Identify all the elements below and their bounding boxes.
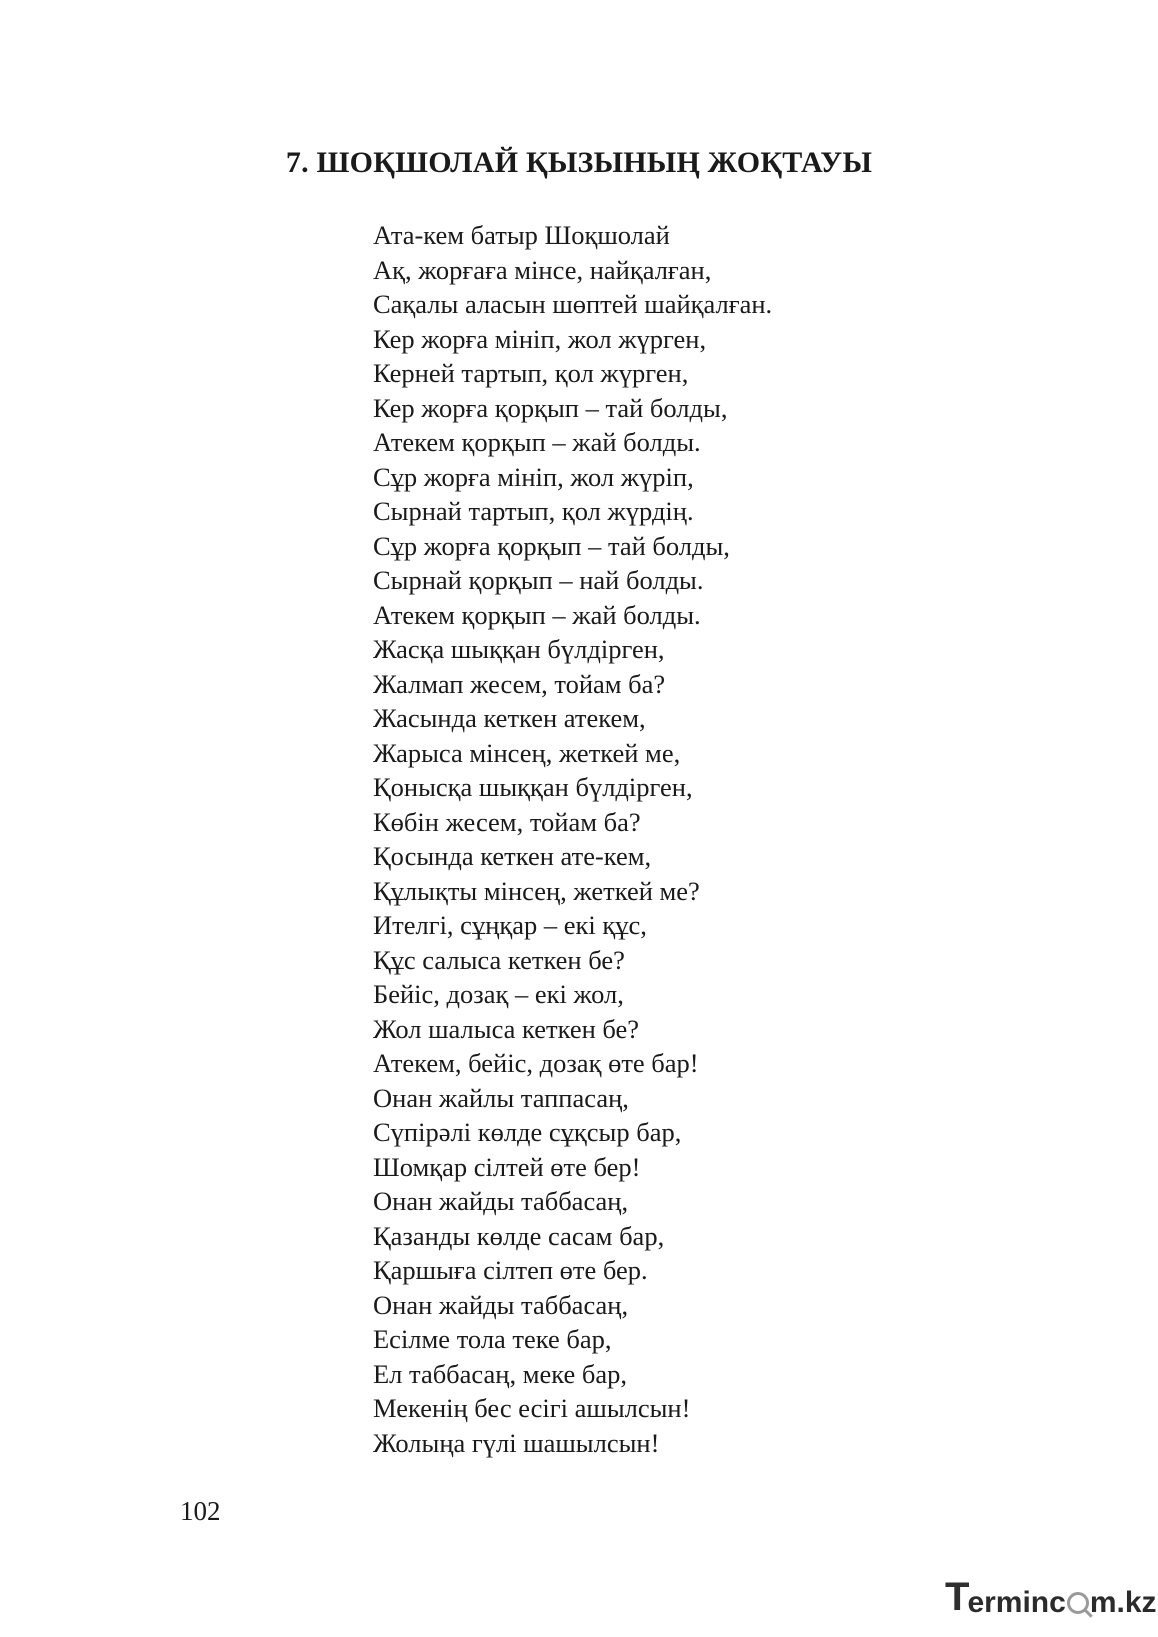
poem-line: Жасқа шыққан бүлдірген, — [373, 634, 665, 664]
magnifier-icon — [1067, 1592, 1089, 1614]
poem-line: Ел таббасаң, меке бар, — [373, 1358, 627, 1389]
poem-line: Құлықты мінсең, жеткей ме? — [373, 875, 700, 906]
poem-line: Қонысқа шыққан бүлдірген, — [373, 772, 693, 802]
poem-line: Қазанды көлде сасам бар, — [373, 1220, 665, 1251]
page-number: 102 — [180, 1496, 221, 1526]
poem-line: Ақ, жорғаға мінсе, найқалған, — [373, 254, 712, 285]
poem-line: Атекем, бейіс, дозақ өте бар! — [373, 1048, 699, 1078]
poem-line: Жалмап жесем, тойам ба? — [373, 668, 666, 699]
poem-line: Сұр жорға қорқып – тай болды, — [373, 530, 730, 561]
poem-line: Атекем қорқып – жай болды. — [373, 599, 701, 630]
poem-line: Сырнай қорқып – най болды. — [373, 565, 704, 595]
poem-line: Сақалы аласын шөптей шайқалған. — [373, 289, 773, 319]
poem-line: Керней тартып, қол жүрген, — [373, 358, 689, 388]
poem-line: Жасында кеткен атекем, — [373, 703, 646, 733]
poem-line: Жол шалыса кеткен бе? — [373, 1013, 640, 1044]
poem-line: Сүпірәлі көлде сұқсыр бар, — [373, 1117, 682, 1147]
watermark-t: T — [945, 1575, 970, 1619]
poem-line: Жарыса мінсең, жеткей ме, — [373, 737, 681, 768]
poem-line: Есілме тола теке бар, — [373, 1324, 612, 1354]
poem-line: Бейіс, дозақ – екі жол, — [373, 979, 624, 1009]
poem-line: Атекем қорқып – жай болды. — [373, 427, 701, 457]
poem-line: Құс салыса кеткен бе? — [373, 944, 625, 975]
poem-line: Онан жайды таббасаң, — [373, 1289, 629, 1320]
watermark-text-start: erminc — [967, 1586, 1066, 1619]
poem-line: Сырнай тартып, қол жүрдің. — [373, 496, 694, 526]
poem-line: Қаршыға сілтеп өте бер. — [373, 1255, 648, 1285]
poem-line: Көбін жесем, тойам ба? — [373, 806, 641, 837]
poem-text — [373, 218, 772, 1460]
poem-line: Ата-кем батыр Шоқшолай — [373, 220, 670, 250]
poem-line: Қосында кеткен ате-кем, — [373, 841, 652, 871]
poem-line: Онан жайлы таппасаң, — [373, 1082, 629, 1113]
poem-line: Кер жорға қорқып – тай болды, — [373, 392, 728, 423]
poem-line: Шомқар сілтей өте бер! — [373, 1151, 641, 1182]
poem-line: Онан жайды таббасаң, — [373, 1186, 629, 1216]
poem-line: Жолыңа гүлі шашылсын! — [373, 1427, 660, 1458]
poem-line: Кер жорға мініп, жол жүрген, — [373, 323, 707, 354]
terminkom-watermark — [945, 1575, 1157, 1620]
poem-line: Ителгі, сұңқар – екі құс, — [373, 910, 647, 940]
poem-title: 7. ШОҚШОЛАЙ ҚЫЗЫНЫҢ ЖОҚТАУЫ — [285, 146, 873, 179]
poem-line: Мекенің бес есігі ашылсын! — [373, 1393, 691, 1423]
watermark-text-end: m.kz — [1089, 1586, 1157, 1619]
poem-line: Сұр жорға мініп, жол жүріп, — [373, 461, 694, 492]
